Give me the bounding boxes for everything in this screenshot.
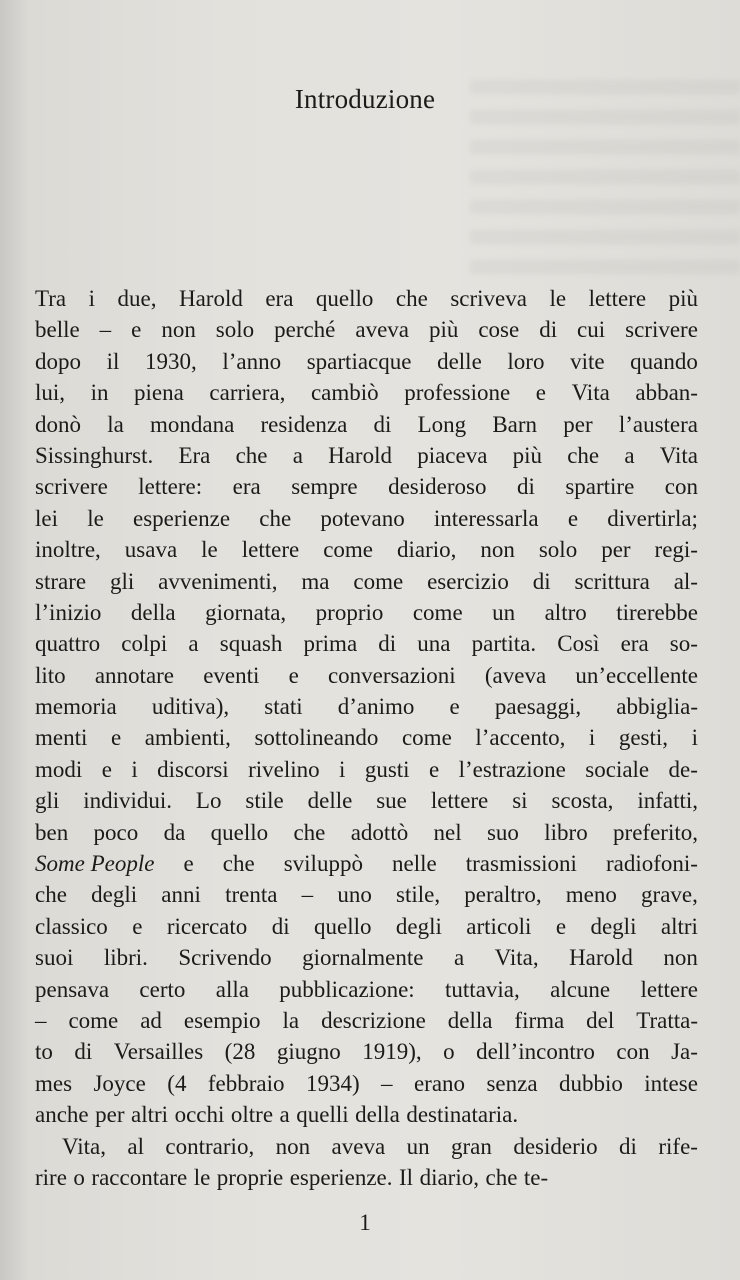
text-line: quattro colpi a squash prima di una partita. Così era so-: [35, 631, 698, 657]
text-line: menti e ambienti, sottolineando come l’accento, i gesti, i: [35, 725, 698, 751]
text-line: strare gli avvenimenti, ma come esercizio di scrittura al-: [35, 568, 698, 594]
chapter-title: Introduzione: [294, 84, 436, 114]
text-line: lito annotare eventi e conversazioni (aveva un’eccellente: [35, 662, 698, 688]
text-line: lei le esperienze che potevano interessarla e divertirla;: [35, 505, 698, 531]
text-line: che degli anni trenta – uno stile, peraltro, meno grave,: [35, 882, 698, 908]
paragraph: [35, 283, 698, 1131]
text-line: memoria uditiva), stati d’animo e paesaggi, abbiglia-: [35, 694, 698, 720]
text-line: suoi libri. Scrivendo giornalmente a Vita, Harold non: [35, 945, 698, 971]
paragraph: [35, 1131, 698, 1194]
text-line: Vita, al contrario, non aveva un gran desiderio di rife-: [62, 1133, 698, 1159]
text-line: lui, in piena carriera, cambiò professione e Vita abban-: [35, 380, 698, 406]
text-line: Tra i due, Harold era quello che scriveva le lettere più: [35, 286, 698, 311]
text-line: scrivere lettere: era sempre desideroso di spartire con: [35, 474, 698, 500]
text-line: ben poco da quello che adottò nel suo libro preferito,: [35, 819, 698, 845]
body-text: [35, 283, 698, 1193]
text-line: belle – e non solo perché aveva più cose di cui scrivere: [35, 317, 698, 343]
text-line: mes Joyce (4 febbraio 1934) – erano senza dubbio intese: [35, 1070, 698, 1096]
text-line: gli individui. Lo stile delle sue lettere si scosta, infatti,: [35, 788, 698, 814]
text-line: to di Versailles (28 giugno 1919), o dell’incontro con Ja-: [35, 1039, 698, 1065]
book-title-italic: Some People: [35, 851, 155, 877]
text-line: – come ad esempio la descrizione della firma del Tratta-: [35, 1007, 698, 1033]
text-line: l’inizio della giornata, proprio come un altro tirerebbe: [35, 599, 698, 625]
text-line: anche per altri occhi oltre a quelli della destinataria.: [35, 1102, 519, 1128]
text-line: rire o raccontare le proprie esperienze. Il diario, che te-: [35, 1164, 549, 1190]
text-line: Sissinghurst. Era che a Harold piaceva più che a Vita: [35, 442, 698, 468]
page-number: 1: [359, 1210, 371, 1235]
text-line: donò la mondana residenza di Long Barn per l’austera: [35, 411, 698, 437]
text-line: inoltre, usava le lettere come diario, non solo per regi-: [35, 537, 698, 563]
text-line: Some People e che sviluppò nelle trasmissioni radiofoni-: [35, 848, 698, 879]
text-line: modi e i discorsi rivelino i gusti e l’estrazione sociale de-: [35, 756, 698, 782]
text-line: pensava certo alla pubblicazione: tuttavia, alcune lettere: [35, 976, 698, 1002]
text-line: dopo il 1930, l’anno spartiacque delle loro vite quando: [35, 348, 698, 374]
text-line: classico e ricercato di quello degli articoli e degli altri: [35, 913, 698, 939]
